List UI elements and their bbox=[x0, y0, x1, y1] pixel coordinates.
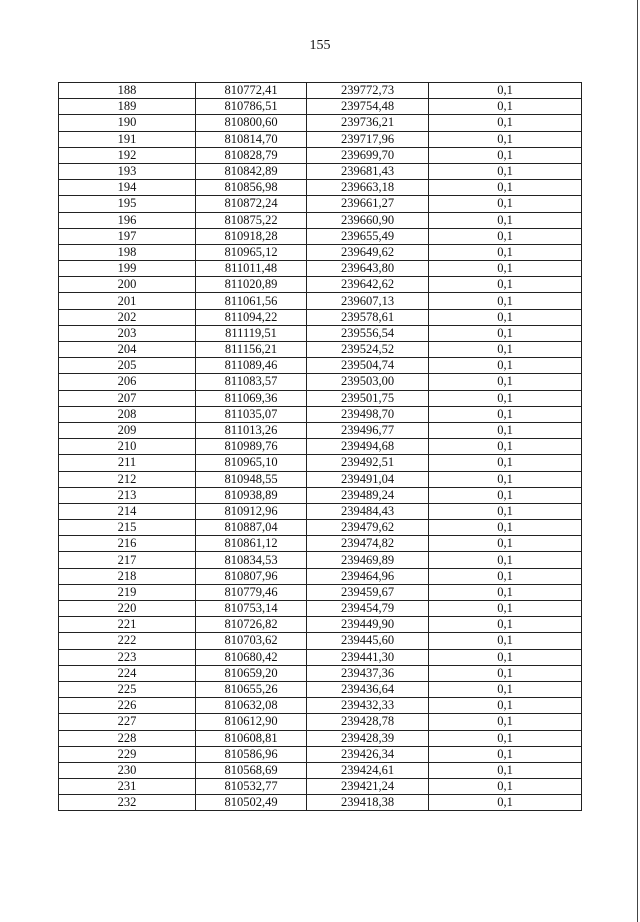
x-coordinate-cell: 810772,41 bbox=[196, 83, 307, 99]
y-coordinate-cell: 239428,39 bbox=[307, 730, 429, 746]
x-coordinate-cell: 810828,79 bbox=[196, 147, 307, 163]
accuracy-cell: 0,1 bbox=[429, 455, 582, 471]
point-number-cell: 208 bbox=[59, 406, 196, 422]
table-row bbox=[59, 325, 582, 341]
x-coordinate-cell: 811035,07 bbox=[196, 406, 307, 422]
accuracy-cell: 0,1 bbox=[429, 762, 582, 778]
x-coordinate-cell: 810655,26 bbox=[196, 681, 307, 697]
point-number-cell: 198 bbox=[59, 244, 196, 260]
x-coordinate-cell: 810632,08 bbox=[196, 698, 307, 714]
x-coordinate-cell: 810861,12 bbox=[196, 536, 307, 552]
table-row bbox=[59, 779, 582, 795]
point-number-cell: 194 bbox=[59, 180, 196, 196]
accuracy-cell: 0,1 bbox=[429, 584, 582, 600]
table-row bbox=[59, 390, 582, 406]
table-row bbox=[59, 649, 582, 665]
x-coordinate-cell: 810965,10 bbox=[196, 455, 307, 471]
x-coordinate-cell: 810703,62 bbox=[196, 633, 307, 649]
accuracy-cell: 0,1 bbox=[429, 374, 582, 390]
table-row bbox=[59, 665, 582, 681]
point-number-cell: 197 bbox=[59, 228, 196, 244]
x-coordinate-cell: 810856,98 bbox=[196, 180, 307, 196]
point-number-cell: 189 bbox=[59, 99, 196, 115]
point-number-cell: 200 bbox=[59, 277, 196, 293]
point-number-cell: 199 bbox=[59, 261, 196, 277]
y-coordinate-cell: 239441,30 bbox=[307, 649, 429, 665]
y-coordinate-cell: 239607,13 bbox=[307, 293, 429, 309]
x-coordinate-cell: 811119,51 bbox=[196, 325, 307, 341]
accuracy-cell: 0,1 bbox=[429, 131, 582, 147]
table-row bbox=[59, 617, 582, 633]
table-row bbox=[59, 309, 582, 325]
accuracy-cell: 0,1 bbox=[429, 196, 582, 212]
accuracy-cell: 0,1 bbox=[429, 439, 582, 455]
accuracy-cell: 0,1 bbox=[429, 649, 582, 665]
y-coordinate-cell: 239524,52 bbox=[307, 342, 429, 358]
table-row bbox=[59, 131, 582, 147]
x-coordinate-cell: 810814,70 bbox=[196, 131, 307, 147]
x-coordinate-cell: 810887,04 bbox=[196, 520, 307, 536]
accuracy-cell: 0,1 bbox=[429, 520, 582, 536]
point-number-cell: 213 bbox=[59, 487, 196, 503]
accuracy-cell: 0,1 bbox=[429, 601, 582, 617]
y-coordinate-cell: 239474,82 bbox=[307, 536, 429, 552]
y-coordinate-cell: 239661,27 bbox=[307, 196, 429, 212]
y-coordinate-cell: 239459,67 bbox=[307, 584, 429, 600]
x-coordinate-cell: 810875,22 bbox=[196, 212, 307, 228]
accuracy-cell: 0,1 bbox=[429, 244, 582, 260]
point-number-cell: 218 bbox=[59, 568, 196, 584]
y-coordinate-cell: 239498,70 bbox=[307, 406, 429, 422]
table-row bbox=[59, 552, 582, 568]
x-coordinate-cell: 810532,77 bbox=[196, 779, 307, 795]
y-coordinate-cell: 239432,33 bbox=[307, 698, 429, 714]
x-coordinate-cell: 810586,96 bbox=[196, 746, 307, 762]
point-number-cell: 214 bbox=[59, 503, 196, 519]
table-row bbox=[59, 358, 582, 374]
table-row bbox=[59, 503, 582, 519]
accuracy-cell: 0,1 bbox=[429, 746, 582, 762]
table-row bbox=[59, 374, 582, 390]
point-number-cell: 209 bbox=[59, 422, 196, 438]
y-coordinate-cell: 239772,73 bbox=[307, 83, 429, 99]
accuracy-cell: 0,1 bbox=[429, 665, 582, 681]
point-number-cell: 188 bbox=[59, 83, 196, 99]
x-coordinate-cell: 810872,24 bbox=[196, 196, 307, 212]
table-row bbox=[59, 698, 582, 714]
point-number-cell: 230 bbox=[59, 762, 196, 778]
table-row bbox=[59, 584, 582, 600]
point-number-cell: 204 bbox=[59, 342, 196, 358]
x-coordinate-cell: 810608,81 bbox=[196, 730, 307, 746]
x-coordinate-cell: 810912,96 bbox=[196, 503, 307, 519]
point-number-cell: 193 bbox=[59, 163, 196, 179]
y-coordinate-cell: 239437,36 bbox=[307, 665, 429, 681]
x-coordinate-cell: 811061,56 bbox=[196, 293, 307, 309]
point-number-cell: 216 bbox=[59, 536, 196, 552]
accuracy-cell: 0,1 bbox=[429, 730, 582, 746]
y-coordinate-cell: 239426,34 bbox=[307, 746, 429, 762]
y-coordinate-cell: 239421,24 bbox=[307, 779, 429, 795]
x-coordinate-cell: 810753,14 bbox=[196, 601, 307, 617]
x-coordinate-cell: 810726,82 bbox=[196, 617, 307, 633]
point-number-cell: 217 bbox=[59, 552, 196, 568]
coordinates-table-body bbox=[59, 83, 582, 811]
x-coordinate-cell: 810989,76 bbox=[196, 439, 307, 455]
accuracy-cell: 0,1 bbox=[429, 163, 582, 179]
point-number-cell: 206 bbox=[59, 374, 196, 390]
point-number-cell: 210 bbox=[59, 439, 196, 455]
y-coordinate-cell: 239681,43 bbox=[307, 163, 429, 179]
accuracy-cell: 0,1 bbox=[429, 422, 582, 438]
y-coordinate-cell: 239642,62 bbox=[307, 277, 429, 293]
table-row bbox=[59, 471, 582, 487]
point-number-cell: 215 bbox=[59, 520, 196, 536]
y-coordinate-cell: 239449,90 bbox=[307, 617, 429, 633]
table-row bbox=[59, 406, 582, 422]
x-coordinate-cell: 810612,90 bbox=[196, 714, 307, 730]
point-number-cell: 229 bbox=[59, 746, 196, 762]
point-number-cell: 220 bbox=[59, 601, 196, 617]
accuracy-cell: 0,1 bbox=[429, 406, 582, 422]
y-coordinate-cell: 239428,78 bbox=[307, 714, 429, 730]
table-row bbox=[59, 99, 582, 115]
point-number-cell: 219 bbox=[59, 584, 196, 600]
table-row bbox=[59, 439, 582, 455]
y-coordinate-cell: 239643,80 bbox=[307, 261, 429, 277]
x-coordinate-cell: 810842,89 bbox=[196, 163, 307, 179]
y-coordinate-cell: 239649,62 bbox=[307, 244, 429, 260]
x-coordinate-cell: 811011,48 bbox=[196, 261, 307, 277]
accuracy-cell: 0,1 bbox=[429, 779, 582, 795]
y-coordinate-cell: 239489,24 bbox=[307, 487, 429, 503]
x-coordinate-cell: 810918,28 bbox=[196, 228, 307, 244]
x-coordinate-cell: 811094,22 bbox=[196, 309, 307, 325]
accuracy-cell: 0,1 bbox=[429, 536, 582, 552]
accuracy-cell: 0,1 bbox=[429, 293, 582, 309]
point-number-cell: 225 bbox=[59, 681, 196, 697]
y-coordinate-cell: 239660,90 bbox=[307, 212, 429, 228]
y-coordinate-cell: 239754,48 bbox=[307, 99, 429, 115]
accuracy-cell: 0,1 bbox=[429, 83, 582, 99]
table-row bbox=[59, 762, 582, 778]
table-row bbox=[59, 163, 582, 179]
x-coordinate-cell: 810779,46 bbox=[196, 584, 307, 600]
x-coordinate-cell: 810938,89 bbox=[196, 487, 307, 503]
table-row bbox=[59, 601, 582, 617]
y-coordinate-cell: 239469,89 bbox=[307, 552, 429, 568]
page-edge-line bbox=[637, 0, 638, 922]
point-number-cell: 231 bbox=[59, 779, 196, 795]
table-row bbox=[59, 342, 582, 358]
point-number-cell: 227 bbox=[59, 714, 196, 730]
point-number-cell: 195 bbox=[59, 196, 196, 212]
x-coordinate-cell: 810834,53 bbox=[196, 552, 307, 568]
point-number-cell: 232 bbox=[59, 795, 196, 811]
table-row bbox=[59, 180, 582, 196]
x-coordinate-cell: 811069,36 bbox=[196, 390, 307, 406]
accuracy-cell: 0,1 bbox=[429, 309, 582, 325]
accuracy-cell: 0,1 bbox=[429, 228, 582, 244]
accuracy-cell: 0,1 bbox=[429, 503, 582, 519]
accuracy-cell: 0,1 bbox=[429, 99, 582, 115]
x-coordinate-cell: 810680,42 bbox=[196, 649, 307, 665]
point-number-cell: 201 bbox=[59, 293, 196, 309]
accuracy-cell: 0,1 bbox=[429, 180, 582, 196]
y-coordinate-cell: 239496,77 bbox=[307, 422, 429, 438]
point-number-cell: 211 bbox=[59, 455, 196, 471]
table-row bbox=[59, 568, 582, 584]
table-row bbox=[59, 261, 582, 277]
table-row bbox=[59, 536, 582, 552]
accuracy-cell: 0,1 bbox=[429, 617, 582, 633]
table-row bbox=[59, 212, 582, 228]
accuracy-cell: 0,1 bbox=[429, 681, 582, 697]
table-row bbox=[59, 277, 582, 293]
x-coordinate-cell: 810948,55 bbox=[196, 471, 307, 487]
x-coordinate-cell: 810800,60 bbox=[196, 115, 307, 131]
x-coordinate-cell: 810502,49 bbox=[196, 795, 307, 811]
table-row bbox=[59, 422, 582, 438]
accuracy-cell: 0,1 bbox=[429, 325, 582, 341]
x-coordinate-cell: 810786,51 bbox=[196, 99, 307, 115]
point-number-cell: 222 bbox=[59, 633, 196, 649]
point-number-cell: 224 bbox=[59, 665, 196, 681]
table-row bbox=[59, 681, 582, 697]
x-coordinate-cell: 810807,96 bbox=[196, 568, 307, 584]
y-coordinate-cell: 239491,04 bbox=[307, 471, 429, 487]
point-number-cell: 190 bbox=[59, 115, 196, 131]
table-row bbox=[59, 746, 582, 762]
table-row bbox=[59, 520, 582, 536]
point-number-cell: 228 bbox=[59, 730, 196, 746]
accuracy-cell: 0,1 bbox=[429, 698, 582, 714]
y-coordinate-cell: 239479,62 bbox=[307, 520, 429, 536]
point-number-cell: 196 bbox=[59, 212, 196, 228]
table-row bbox=[59, 115, 582, 131]
point-number-cell: 207 bbox=[59, 390, 196, 406]
point-number-cell: 226 bbox=[59, 698, 196, 714]
coordinates-table bbox=[58, 82, 582, 811]
accuracy-cell: 0,1 bbox=[429, 568, 582, 584]
accuracy-cell: 0,1 bbox=[429, 487, 582, 503]
point-number-cell: 205 bbox=[59, 358, 196, 374]
table-row bbox=[59, 228, 582, 244]
table-row bbox=[59, 730, 582, 746]
y-coordinate-cell: 239436,64 bbox=[307, 681, 429, 697]
accuracy-cell: 0,1 bbox=[429, 212, 582, 228]
point-number-cell: 223 bbox=[59, 649, 196, 665]
y-coordinate-cell: 239464,96 bbox=[307, 568, 429, 584]
y-coordinate-cell: 239484,43 bbox=[307, 503, 429, 519]
accuracy-cell: 0,1 bbox=[429, 714, 582, 730]
y-coordinate-cell: 239699,70 bbox=[307, 147, 429, 163]
x-coordinate-cell: 811156,21 bbox=[196, 342, 307, 358]
table-row bbox=[59, 455, 582, 471]
y-coordinate-cell: 239655,49 bbox=[307, 228, 429, 244]
accuracy-cell: 0,1 bbox=[429, 342, 582, 358]
table-row bbox=[59, 795, 582, 811]
x-coordinate-cell: 811089,46 bbox=[196, 358, 307, 374]
point-number-cell: 192 bbox=[59, 147, 196, 163]
accuracy-cell: 0,1 bbox=[429, 471, 582, 487]
x-coordinate-cell: 811020,89 bbox=[196, 277, 307, 293]
accuracy-cell: 0,1 bbox=[429, 277, 582, 293]
x-coordinate-cell: 811013,26 bbox=[196, 422, 307, 438]
y-coordinate-cell: 239494,68 bbox=[307, 439, 429, 455]
y-coordinate-cell: 239424,61 bbox=[307, 762, 429, 778]
y-coordinate-cell: 239736,21 bbox=[307, 115, 429, 131]
y-coordinate-cell: 239556,54 bbox=[307, 325, 429, 341]
x-coordinate-cell: 810568,69 bbox=[196, 762, 307, 778]
table-row bbox=[59, 244, 582, 260]
point-number-cell: 191 bbox=[59, 131, 196, 147]
accuracy-cell: 0,1 bbox=[429, 358, 582, 374]
accuracy-cell: 0,1 bbox=[429, 552, 582, 568]
accuracy-cell: 0,1 bbox=[429, 390, 582, 406]
y-coordinate-cell: 239578,61 bbox=[307, 309, 429, 325]
table-row bbox=[59, 633, 582, 649]
point-number-cell: 221 bbox=[59, 617, 196, 633]
y-coordinate-cell: 239454,79 bbox=[307, 601, 429, 617]
accuracy-cell: 0,1 bbox=[429, 261, 582, 277]
accuracy-cell: 0,1 bbox=[429, 147, 582, 163]
y-coordinate-cell: 239492,51 bbox=[307, 455, 429, 471]
y-coordinate-cell: 239501,75 bbox=[307, 390, 429, 406]
table-row bbox=[59, 714, 582, 730]
y-coordinate-cell: 239663,18 bbox=[307, 180, 429, 196]
point-number-cell: 203 bbox=[59, 325, 196, 341]
accuracy-cell: 0,1 bbox=[429, 115, 582, 131]
y-coordinate-cell: 239445,60 bbox=[307, 633, 429, 649]
point-number-cell: 202 bbox=[59, 309, 196, 325]
y-coordinate-cell: 239418,38 bbox=[307, 795, 429, 811]
accuracy-cell: 0,1 bbox=[429, 633, 582, 649]
page-number: 155 bbox=[309, 38, 331, 53]
accuracy-cell: 0,1 bbox=[429, 795, 582, 811]
table-row bbox=[59, 147, 582, 163]
x-coordinate-cell: 810659,20 bbox=[196, 665, 307, 681]
table-row bbox=[59, 196, 582, 212]
table-row bbox=[59, 293, 582, 309]
point-number-cell: 212 bbox=[59, 471, 196, 487]
x-coordinate-cell: 811083,57 bbox=[196, 374, 307, 390]
table-row bbox=[59, 83, 582, 99]
y-coordinate-cell: 239503,00 bbox=[307, 374, 429, 390]
y-coordinate-cell: 239504,74 bbox=[307, 358, 429, 374]
table-row bbox=[59, 487, 582, 503]
x-coordinate-cell: 810965,12 bbox=[196, 244, 307, 260]
y-coordinate-cell: 239717,96 bbox=[307, 131, 429, 147]
